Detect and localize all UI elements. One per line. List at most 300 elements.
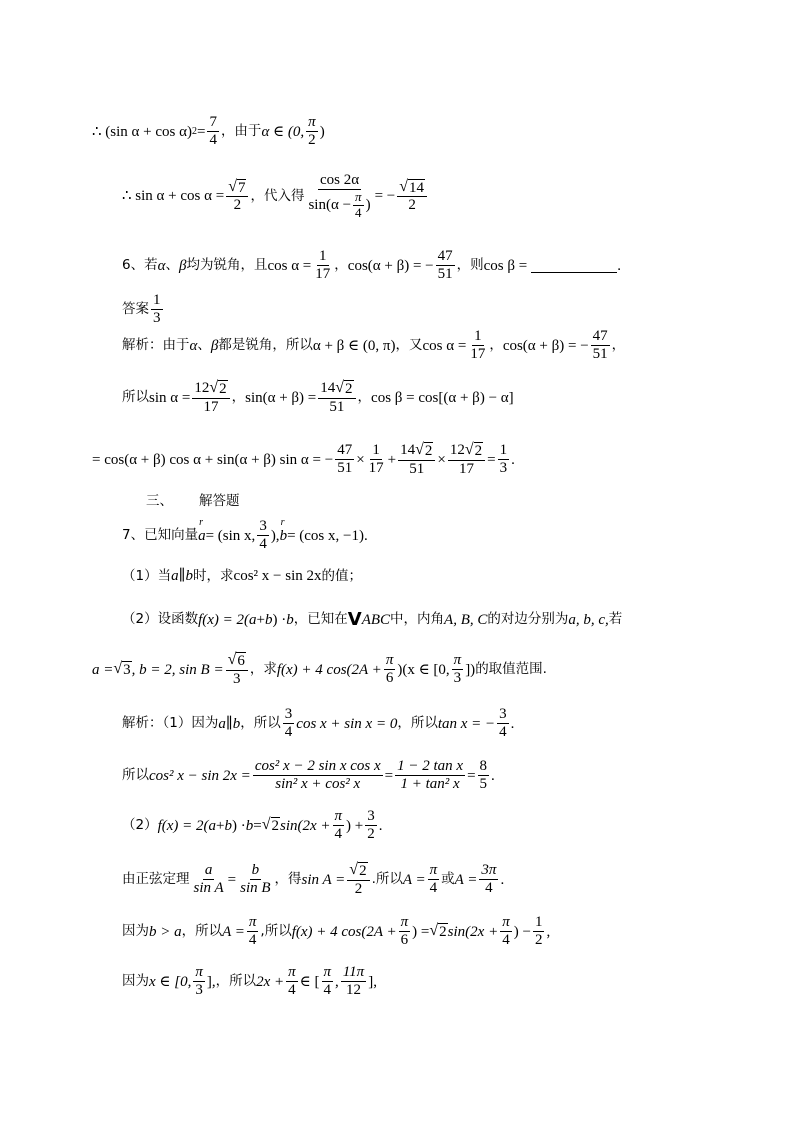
math-expr: )(x ∈ [0, xyxy=(397,661,450,678)
question-7-part-1 xyxy=(122,568,794,585)
math-expr: f(x) = 2( xyxy=(157,817,209,834)
exponent: 2 xyxy=(191,126,197,138)
equals: = xyxy=(227,871,237,888)
plus: + xyxy=(256,611,265,628)
math-expr: ) − xyxy=(513,923,531,940)
denominator: 4 xyxy=(499,724,507,741)
solution-7-line-1 xyxy=(122,706,794,742)
radicand: 6 xyxy=(237,653,245,669)
math-expr: ) · xyxy=(232,817,246,834)
vector-a: a xyxy=(208,817,217,834)
numerator: π xyxy=(333,808,345,826)
denominator: 17 xyxy=(368,460,384,477)
text: 因为 xyxy=(122,923,149,940)
math-expr: = (cos x, −1). xyxy=(287,527,368,544)
solution-label: 解析：由于 xyxy=(122,337,190,354)
denominator: 4 xyxy=(502,932,510,949)
text: ,所以 xyxy=(260,923,292,940)
radicand: 14 xyxy=(409,179,425,196)
denominator: 4 xyxy=(355,205,362,221)
solution-7-line-6 xyxy=(122,964,794,1000)
math-expr: sin(2x + xyxy=(280,817,331,834)
vector-b: b xyxy=(185,568,194,584)
radicand: 2 xyxy=(359,863,367,879)
fraction xyxy=(500,914,512,950)
numerator: 47 xyxy=(591,328,610,346)
text: 都是锐角，所以 xyxy=(218,337,313,354)
vector-symbol: a xyxy=(198,527,206,544)
denominator: sin² x + cos² x xyxy=(275,776,361,793)
numerator: 3π xyxy=(479,862,498,880)
parallel-symbol: ∥ xyxy=(225,715,233,732)
numerator: π xyxy=(193,964,205,982)
math-expr: cos² x − sin 2x xyxy=(233,568,322,584)
numerator: 7 xyxy=(207,114,219,132)
fraction xyxy=(238,862,272,898)
numerator: cos 2α xyxy=(318,172,361,190)
fraction xyxy=(478,758,490,794)
fraction xyxy=(207,114,219,150)
plus: + xyxy=(387,451,397,468)
fraction xyxy=(333,808,345,844)
math-expr: A = xyxy=(402,871,426,888)
denominator: 51 xyxy=(409,460,425,477)
plus: + xyxy=(216,817,225,834)
math-expr: sin A = xyxy=(301,871,346,888)
text: 时，求 xyxy=(193,567,234,584)
equals: = − xyxy=(374,188,396,205)
numerator: cos² x − 2 sin x cos x xyxy=(253,758,383,776)
text: ，所以 xyxy=(240,715,281,732)
vector-a xyxy=(198,516,206,545)
vector-a: a xyxy=(171,568,179,584)
fraction xyxy=(384,652,396,688)
fraction xyxy=(313,248,332,284)
solution-7-line-5 xyxy=(122,914,794,950)
radicand: 3 xyxy=(123,662,131,679)
vector-b: b xyxy=(224,817,232,834)
den-pre: sin(α − xyxy=(308,197,352,214)
vector-symbol: b xyxy=(279,527,288,544)
denominator: 6 xyxy=(385,670,394,687)
beta: β xyxy=(178,257,187,274)
vector-a: a xyxy=(218,715,226,732)
denominator: 12 xyxy=(346,982,361,999)
fraction xyxy=(192,862,226,898)
math-expr: sin(α + β) = xyxy=(245,389,317,406)
denominator xyxy=(306,190,372,221)
numerator: 8 xyxy=(478,758,490,776)
fraction xyxy=(398,442,435,478)
denominator: 51 xyxy=(337,460,353,477)
math-expr: a, b, c, xyxy=(568,611,609,628)
text: ，又 xyxy=(395,337,423,354)
denominator: 2 xyxy=(534,932,543,949)
fraction xyxy=(322,964,334,1000)
part-label: （2）设函数 xyxy=(122,611,199,628)
numerator: π xyxy=(322,964,334,982)
radicand: 2 xyxy=(474,443,483,459)
math-expr: sin(2x + xyxy=(447,923,499,940)
sep: 、 xyxy=(197,337,211,354)
math-expr: f(x) + 4 cos(2A + xyxy=(291,923,397,940)
text: 或 xyxy=(441,871,455,888)
numerator: 1 xyxy=(533,914,545,932)
question-7-part-2 xyxy=(122,610,794,630)
text: 所以 xyxy=(122,767,149,784)
section-title: 解答题 xyxy=(199,493,240,509)
math-expr: = (sin x, xyxy=(205,527,256,544)
denominator: 4 xyxy=(259,536,267,553)
fraction xyxy=(428,862,440,898)
part-label: （2） xyxy=(122,817,158,834)
denominator: 51 xyxy=(437,266,453,283)
parallel-symbol: ∥ xyxy=(178,568,186,584)
numerator: 47 xyxy=(436,248,455,266)
denominator: 3 xyxy=(499,460,508,477)
fraction xyxy=(591,328,610,364)
solution-7-line-4 xyxy=(122,862,794,898)
fraction xyxy=(399,914,411,950)
section-number: 三、 xyxy=(146,493,173,509)
fraction xyxy=(286,964,298,1000)
math-expr: ), xyxy=(270,527,280,544)
denominator: 1 + tan² x xyxy=(400,776,460,793)
fraction xyxy=(306,114,318,150)
denominator: 4 xyxy=(485,880,493,897)
question-6 xyxy=(122,248,794,284)
answer-blank[interactable] xyxy=(531,258,617,273)
sqrt: √ 7 xyxy=(228,177,246,196)
fraction xyxy=(353,190,364,221)
math-expr: ], xyxy=(206,973,216,990)
numerator: 1 xyxy=(370,442,382,460)
denominator: 3 xyxy=(453,670,462,687)
alpha: α xyxy=(157,257,166,274)
vector-a: a xyxy=(249,611,257,628)
text: ，求 xyxy=(249,661,277,678)
math-expr: ]) xyxy=(465,661,476,678)
period: . xyxy=(617,257,621,274)
fraction xyxy=(468,328,487,364)
denominator: 17 xyxy=(470,346,486,363)
coef: 12 xyxy=(449,442,465,458)
text: 因为 xyxy=(122,973,149,990)
paren: ) xyxy=(319,123,325,140)
comma: ， xyxy=(357,389,372,406)
numerator: π xyxy=(384,652,396,670)
arrow-icon: r xyxy=(199,516,203,528)
math-expr: f(x) + 4 cos(2A + xyxy=(276,661,382,678)
sqrt: √ 2 xyxy=(209,379,227,397)
math-expr: x ∈ [0, xyxy=(149,973,192,990)
beta: β xyxy=(210,337,219,354)
math-expr: cos(α + β) = − xyxy=(347,257,434,274)
text: ，则 xyxy=(456,257,484,274)
answer-line xyxy=(122,292,794,328)
denominator: sin A xyxy=(193,880,224,897)
solution-7-line-2 xyxy=(122,758,794,794)
solution-6-line-3 xyxy=(92,442,794,478)
numerator: 11π xyxy=(341,964,366,982)
comma: , xyxy=(546,923,551,940)
math-expr: 2x + xyxy=(256,973,285,990)
denominator: 5 xyxy=(479,776,488,793)
math-expr: ∈ [ xyxy=(299,973,320,990)
equals: = xyxy=(253,817,262,834)
fraction xyxy=(497,706,509,742)
fraction xyxy=(448,442,485,478)
numerator: 1 − 2 tan x xyxy=(395,758,465,776)
equals: = xyxy=(487,451,496,468)
radicand: 2 xyxy=(424,443,433,459)
radicand: 2 xyxy=(345,381,353,397)
sqrt: √ 14 xyxy=(399,177,425,196)
math-expr: α ∈ (0, xyxy=(261,123,305,140)
fraction xyxy=(498,442,510,478)
denominator: 17 xyxy=(459,460,475,477)
numerator: 3 xyxy=(257,518,269,536)
numerator: π xyxy=(247,914,259,932)
denominator: 3 xyxy=(153,310,161,327)
math-expr: ∴ (sin α + cos α) xyxy=(92,123,192,140)
solution-6-line-1 xyxy=(122,328,794,364)
math-expr: cos x + sin x = 0 xyxy=(296,715,398,732)
vector-b: b xyxy=(245,817,254,834)
sqrt: √ 2 xyxy=(429,922,447,940)
math-expr: ) · xyxy=(272,611,287,628)
solution-7-line-3 xyxy=(122,808,794,844)
question-7-part-2-cont xyxy=(92,652,794,688)
fraction xyxy=(247,914,259,950)
comma: ， xyxy=(611,337,626,354)
text: ，由于 xyxy=(220,123,262,140)
denominator: 4 xyxy=(323,982,332,999)
math-expr: cos α = xyxy=(422,337,467,354)
denominator: 4 xyxy=(288,982,296,999)
solution-label: 解析：（1）因为 xyxy=(122,715,219,732)
sqrt: √ 3 xyxy=(113,660,131,679)
numerator: 47 xyxy=(335,442,354,460)
numerator: 1 xyxy=(472,328,484,346)
fraction xyxy=(192,380,229,416)
radicand: 2 xyxy=(271,818,279,834)
math-expr: , xyxy=(335,973,339,990)
alpha: α xyxy=(189,337,198,354)
numerator: π xyxy=(500,914,512,932)
denominator: 51 xyxy=(329,398,345,415)
text: 若 xyxy=(608,611,623,628)
radicand: 2 xyxy=(439,924,447,940)
fraction xyxy=(335,442,354,478)
coef: 14 xyxy=(320,380,336,396)
fraction xyxy=(341,964,366,1000)
math-expr: ], xyxy=(368,973,377,990)
numerator: a xyxy=(203,862,215,880)
fraction xyxy=(193,964,205,1000)
answer-label: 答案 xyxy=(122,301,149,318)
fraction: √ 7 2 xyxy=(226,179,248,215)
comma: ， xyxy=(334,257,348,274)
math-expr: ∴ sin α + cos α = xyxy=(122,188,225,205)
math-expr: a = xyxy=(92,661,114,678)
vector-b: b xyxy=(286,611,294,628)
numerator: π xyxy=(355,189,362,205)
fraction xyxy=(436,248,455,284)
math-expr: A = xyxy=(222,923,245,940)
den-post: ) xyxy=(365,197,371,214)
question-label: 7、已知向量 xyxy=(122,527,199,544)
math-expr: ) + xyxy=(346,817,364,834)
text: 的取值范围. xyxy=(475,661,547,678)
solution-6-line-2 xyxy=(122,380,794,416)
denominator: 4 xyxy=(284,724,293,741)
fraction xyxy=(151,292,163,328)
numerator: 1 xyxy=(317,248,329,266)
comma: ， xyxy=(489,337,503,354)
math-expr: cos(α + β) = − xyxy=(502,337,589,354)
denominator: 2 xyxy=(367,826,375,843)
math-expr: ABC xyxy=(361,611,391,628)
numerator: 3 xyxy=(365,808,377,826)
fraction xyxy=(306,172,372,221)
period: . xyxy=(500,871,505,888)
fraction xyxy=(226,652,248,688)
sqrt: √ 2 xyxy=(335,379,353,397)
fraction xyxy=(452,652,464,688)
denominator: 4 xyxy=(209,132,217,149)
math-expr: cos β = xyxy=(483,257,528,274)
text: 的对边分别为 xyxy=(487,611,569,628)
radicand: 2 xyxy=(219,381,227,397)
denominator: sin B xyxy=(240,880,271,897)
denominator: 51 xyxy=(592,346,608,363)
math-expr: tan x = − xyxy=(437,715,496,732)
math-expr: = cos(α + β) cos α + sin(α + β) sin α = − xyxy=(92,451,334,468)
denominator: 17 xyxy=(315,266,331,283)
text: 由正弦定理 xyxy=(122,871,190,888)
denominator: 4 xyxy=(248,932,257,949)
times: × xyxy=(356,451,365,468)
math-expr: α + β ∈ (0, π) xyxy=(312,337,396,354)
denominator: 2 xyxy=(308,132,316,149)
denominator: 4 xyxy=(334,826,343,843)
text: ，得 xyxy=(274,871,302,888)
part-label: （1）当 xyxy=(122,567,172,584)
fraction xyxy=(257,518,269,554)
fraction xyxy=(365,808,377,844)
denominator: 4 xyxy=(429,880,438,897)
sqrt: √ 2 xyxy=(464,441,483,459)
denominator: 2 xyxy=(354,880,363,897)
text: 的值； xyxy=(321,567,362,584)
fraction xyxy=(479,862,498,898)
text: ，代入得 xyxy=(250,188,305,205)
sqrt: √ 2 xyxy=(349,861,367,879)
equals: = xyxy=(196,123,206,140)
numerator: b xyxy=(250,862,262,880)
fraction xyxy=(318,380,355,416)
math-expr: cos β = cos[(α + β) − α] xyxy=(371,389,514,406)
fraction xyxy=(283,706,295,742)
fraction xyxy=(395,758,465,794)
text: .所以 xyxy=(371,871,403,888)
math-expr: ) = xyxy=(412,923,430,940)
sqrt: √ 6 xyxy=(227,651,245,669)
denominator: 17 xyxy=(203,398,219,415)
fraction xyxy=(533,914,545,950)
numerator: 1 xyxy=(498,442,510,460)
numerator: π xyxy=(452,652,464,670)
sqrt: √ 2 xyxy=(261,816,279,834)
denominator: 3 xyxy=(195,982,203,999)
numerator: 3 xyxy=(497,706,509,724)
denominator: 2 xyxy=(408,197,416,214)
period: . xyxy=(491,767,495,784)
text: 中，内角 xyxy=(390,611,445,628)
fraction xyxy=(397,179,427,215)
line-2 xyxy=(122,172,794,221)
math-expr: A, B, C xyxy=(444,611,488,628)
numerator: π xyxy=(286,964,298,982)
arrow-icon: r xyxy=(280,516,285,528)
coef: 14 xyxy=(400,442,416,458)
triangle-symbol: V xyxy=(347,609,362,630)
text: 均为锐角，且 xyxy=(186,257,268,274)
numerator: π xyxy=(306,114,318,132)
math-expr: A = xyxy=(454,871,478,888)
vector-b: b xyxy=(232,715,241,732)
fraction xyxy=(347,862,369,898)
question-label: 6、若 xyxy=(122,257,158,274)
text: ，已知在 xyxy=(293,611,348,628)
period: . xyxy=(510,715,515,732)
times: × xyxy=(437,451,446,468)
fraction xyxy=(367,442,386,478)
text: ，所以 xyxy=(397,715,438,732)
sqrt: √ 2 xyxy=(415,441,433,459)
comma: ， xyxy=(231,389,246,406)
text: 所以 xyxy=(122,389,149,406)
question-7 xyxy=(122,518,794,554)
denominator: 6 xyxy=(400,932,409,949)
vector-b: b xyxy=(265,611,273,628)
math-expr: cos² x − sin 2x = xyxy=(149,767,251,784)
period: . xyxy=(511,451,515,468)
sep: 、 xyxy=(165,257,179,274)
line-1 xyxy=(92,114,794,150)
numerator: π xyxy=(428,862,440,880)
numerator: 1 xyxy=(151,292,163,310)
text: ，所以 xyxy=(181,923,223,940)
equals: = xyxy=(384,767,394,784)
math-expr: f(x) = 2( xyxy=(198,611,250,628)
math-expr: cos α = xyxy=(267,257,312,274)
equals: = xyxy=(467,767,476,784)
section-heading xyxy=(146,494,794,509)
fraction xyxy=(253,758,383,794)
math-expr: sin α = xyxy=(149,389,191,406)
numerator: 3 xyxy=(283,706,295,724)
denominator: 3 xyxy=(232,670,241,687)
numerator: π xyxy=(399,914,411,932)
vector-b xyxy=(279,516,288,545)
math-expr: b > a xyxy=(149,923,182,940)
math-expr: , b = 2, sin B = xyxy=(131,661,224,678)
text: ，所以 xyxy=(215,973,257,990)
period: . xyxy=(378,817,383,834)
coef: 12 xyxy=(194,380,210,396)
